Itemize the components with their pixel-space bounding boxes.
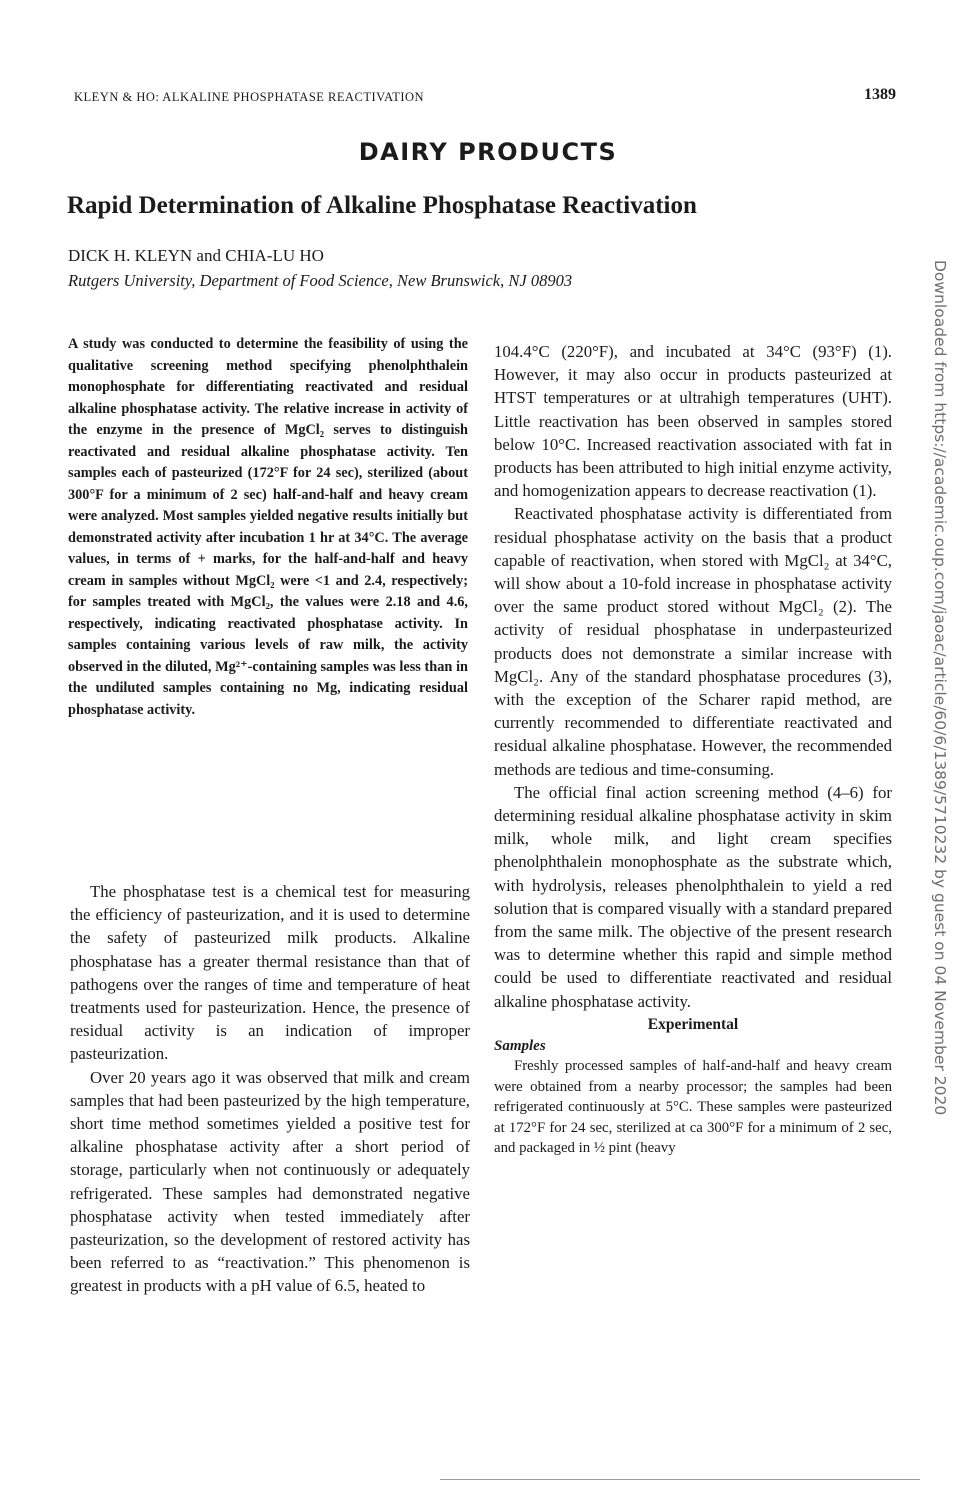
right-column-body xyxy=(494,340,892,1159)
body-paragraph: 104.4°C (220°F), and incubated at 34°C (93°F) (1). However, it may also occur in products pasteurized at HTST temperatures or at ultrahigh temperatures (UHT). Little reactivation has been observed in samples stored below 10°C. Increased reactivation associated with fat in products has been attributed to high initial enzyme activity, and homogenization appears to decrease reactivation (1). xyxy=(494,342,892,501)
footer-rule xyxy=(440,1479,920,1480)
article-title: Rapid Determination of Alkaline Phosphatase Reactivation xyxy=(67,192,697,219)
page-number: 1389 xyxy=(864,86,896,103)
left-column-body xyxy=(70,880,470,1298)
download-watermark xyxy=(923,260,957,1160)
authors: DICK H. KLEYN and CHIA-LU HO xyxy=(68,246,324,265)
body-paragraph: The official final action screening method (4–6) for determining residual alkaline phosphatase activity in skim milk, whole milk, and light cream specifies phenolphthalein monophosphate as the substrate which, with hydrolysis, releases phenolphthalein to yield a red solution that is compared visually with a standard prepared from the same milk. The objective of the present research was to determine whether this rapid and simple method could be used to differentiate reactivated and residual alkaline phosphatase activity. xyxy=(494,782,892,1011)
section-heading: DAIRY PRODUCTS xyxy=(358,138,618,166)
affiliation: Rutgers University, Department of Food Science, New Brunswick, NJ 08903 xyxy=(68,271,573,290)
running-head: KLEYN & HO: ALKALINE PHOSPHATASE REACTIVATION xyxy=(74,90,425,104)
body-paragraph: The phosphatase test is a chemical test for measuring the efficiency of pasteurization, and it is used to determine the safety of pasteurized milk products. Alkaline phosphatase has a greater thermal resistance than that of pathogens over the ranges of time and temperature of heat treatments used for pasteurization. Hence, the presence of residual activity is an indication of improper pasteurization. xyxy=(70,882,470,1064)
samples-heading: Samples xyxy=(494,1038,546,1055)
body-paragraph: Over 20 years ago it was observed that milk and cream samples that had been pasteurized by the high temperature, short time method sometimes yielded a positive test for alkaline phosphatase activity after a short period of storage, particularly when not continuously or adequately refrigerated. These samples had demonstrated negative phosphatase activity when tested immediately after pasteurization, so the development of restored activity has been referred to as “reactivation.” This phenomenon is greatest in products with a pH value of 6.5, heated to xyxy=(70,1067,470,1296)
download-watermark-text: Downloaded from https://academic.oup.com/jaoac/article/60/6/1389/5710232 by guest on 04 November 2020 xyxy=(931,260,949,1116)
abstract: A study was conducted to determine the feasibility of using the qualitative screening method specifying phenolphthalein monophosphate for differentiating reactivated and residual alkaline phosphatase activity. The relative increase in activity of the enzyme in the presence of MgCl₂ serves to distinguish reactivated and residual alkaline phosphatase activity. Ten samples each of pasteurized (172°F for 24 sec), sterilized (about 300°F for a minimum of 2 sec) half-and-half and heavy cream were analyzed. Most samples yielded negative results initially but demonstrated activity after incubation 1 hr at 34°C. The average values, in terms of + marks, for the half-and-half and heavy cream in samples without MgCl₂ were <1 and 2.4, respectively; for samples treated with MgCl₂, the values were 2.18 and 4.6, respectively, indicating reactivated phosphatase activity. In samples containing various levels of raw milk, the activity observed in the diluted, Mg²⁺-containing samples was less than in the undiluted samples containing no Mg, indicating residual phosphatase activity. xyxy=(68,336,468,718)
experimental-heading: Experimental xyxy=(647,1015,739,1033)
samples-paragraph: Freshly processed samples of half-and-half and heavy cream were obtained from a nearby processor; the samples had been refrigerated continuously at 5°C. These samples were pasteurized at 172°F for 24 sec, sterilized at ca 300°F for a minimum of 2 sec, and packaged in ½ pint (heavy xyxy=(494,1058,892,1157)
body-paragraph: Reactivated phosphatase activity is differentiated from residual phosphatase activity on the basis that a product capable of reactivation, when stored with MgCl₂ at 34°C, will show about a 10-fold increase in phosphatase activity over the same product stored without MgCl₂ (2). The activity of residual phosphatase in underpasteurized products does not demonstrate a similar increase with MgCl₂. Any of the standard phosphatase procedures (3), with the exception of the Scharer rapid method, are currently recommended to differentiate reactivated and residual alkaline phosphatase. However, the recommended methods are tedious and time-consuming. xyxy=(494,504,892,779)
